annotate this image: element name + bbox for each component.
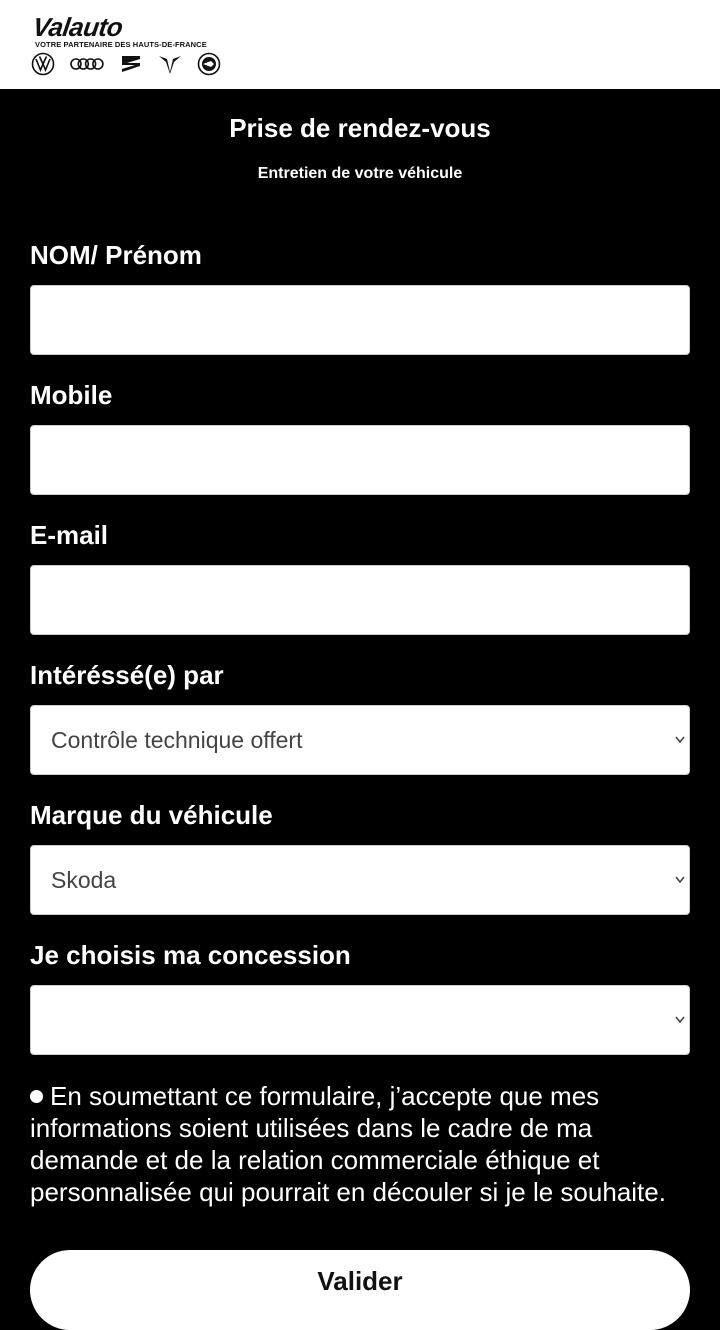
page-subtitle: Entretien de votre véhicule	[257, 165, 463, 182]
interest-select[interactable]	[30, 705, 690, 775]
consent-text: En soumettant ce formulaire, j’accepte que mes informations soient utilisées dans le cadre de ma demande et de la relation commerciale éthique et personnalisée qui pourrait en découler si je le souhaite.	[30, 1081, 666, 1207]
logo-tagline: VOTRE PARTENAIRE DES HAUTS-DE-FRANCE	[35, 40, 207, 49]
bullet-icon	[30, 1090, 43, 1103]
chevron-down-icon	[674, 873, 686, 887]
vehicle-brand-label: Marque du véhicule	[30, 800, 273, 830]
mobile-label: Mobile	[30, 380, 113, 410]
vehicle-brand-select[interactable]	[30, 845, 690, 915]
chevron-down-icon	[674, 1013, 686, 1027]
dealer-label: Je choisis ma concession	[30, 940, 351, 970]
brand-logos	[31, 51, 236, 77]
vehicle-brand-select-value: Skoda	[51, 866, 117, 893]
name-label: NOM/ Prénom	[30, 240, 202, 270]
chevron-down-icon	[674, 733, 686, 747]
site-header	[0, 0, 720, 89]
dealer-select[interactable]	[30, 985, 690, 1055]
name-input[interactable]	[30, 285, 690, 355]
submit-button[interactable]: Valider	[30, 1250, 690, 1330]
audi-icon	[70, 52, 104, 76]
page-title: Prise de rendez-vous	[229, 113, 491, 143]
cupra-icon	[158, 52, 182, 76]
valauto-logo[interactable]: Valauto	[30, 12, 125, 42]
seat-icon	[119, 52, 143, 76]
interest-select-value: Contrôle technique offert	[51, 726, 303, 753]
email-label: E-mail	[30, 520, 109, 550]
skoda-icon	[197, 52, 221, 76]
volkswagen-icon	[31, 52, 55, 76]
appointment-form	[0, 89, 720, 1296]
interest-label: Intéréssé(e) par	[30, 660, 224, 690]
mobile-input[interactable]	[30, 425, 690, 495]
email-input[interactable]	[30, 565, 690, 635]
consent-notice	[30, 1080, 700, 1208]
